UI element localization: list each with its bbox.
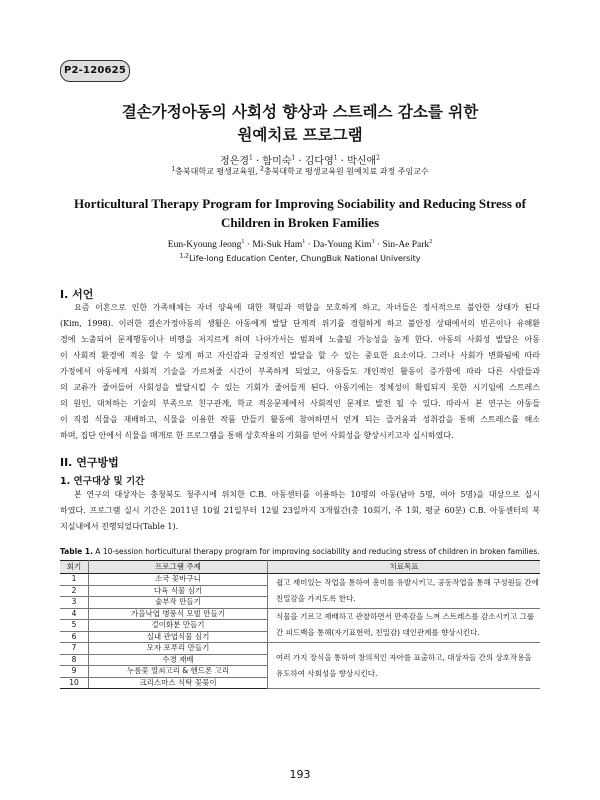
session-topic: 수경 재배 [89,654,268,666]
affil-text: Life-long Education Center, ChungBuk National University [189,254,421,263]
session-number: 2 [60,585,89,597]
session-number: 10 [60,677,89,689]
korean-title-line-1: 결손가정아동의 사회성 향상과 스트레스 감소를 위한 [121,102,479,121]
header-session: 회기 [60,561,89,574]
session-topic: 누름꽃 열쇠고리 & 핸드폰 고리 [89,666,268,678]
text-line: 하였다. 프로그램 실시 기간은 2011년 10월 21일부터 12월 23일까지 3개월간(총 10회기, 주 1회, 평균 60분) C.B. 아동센터의 복 [60,506,540,515]
author-name: 함미숙 [262,156,292,167]
affil-sup: 2 [260,165,264,173]
table-caption-label: Table 1. [60,547,93,556]
korean-title-line-2: 원예치료 프로그램 [237,125,363,144]
text-line: 지실내에서 진행되었다(Table 1). [60,522,179,531]
session-number: 5 [60,620,89,632]
subsection-heading: 1. 연구대상 및 기간 [60,476,145,487]
session-topic: 실내 관엽식물 심기 [89,631,268,643]
author-sup: 1 [371,238,375,245]
table-row [60,643,540,655]
session-topic: 모자 포푸리 만들기 [89,643,268,655]
session-number: 9 [60,666,89,678]
header-goal: 치료목표 [268,561,541,574]
author-sup: 1 [333,154,338,162]
text-line: 의 교류가 줄어들어 사회성을 발달시킬 수 있는 기회가 줄어들게 된다. 아동기에는 정체성이 확립되지 못한 시기임에 스트레스 [60,383,540,392]
methods-paragraph [60,487,540,535]
session-number: 8 [60,654,89,666]
author-sup: 1 [249,154,253,162]
affil-sup: 1 [171,165,176,173]
section-heading-methods: II. 연구방법 [60,456,119,469]
text-line: 의 원인, 대처하는 기술의 부족으로 친구관계, 학교 적응문제에서 사회적인 문제로 발전 될 수 있다. 따라서 본 연구는 아동들 [60,399,540,408]
session-number: 1 [60,574,89,586]
author-name: Sin-Ae Park [382,240,430,250]
author-name: 박신애 [347,156,377,167]
text-line: 이 직접 식물을 재배하고, 식물을 이용한 작품 만들기 활동에 참여하면서 얻게 되는 즐거움과 성취감을 통해 스트레스를 해소 [60,415,540,424]
therapy-goal: 여러 가지 장식을 통하여 창의적인 자아를 표출하고, 대상자들 간의 상호작용을 유도하여 사회성을 향상시킨다. [268,643,541,689]
english-authors: Eun-Kyoung Jeong$^1$ · Mi-Suk Ham$^1$ · Da-Young Kim$^1$ · Sin-Ae Park$^2$ [167,238,433,250]
text-line: 가정에서 아동에게 사회적 기술을 가르쳐줄 시간이 부족하게 되었고, 아동들도 개인적인 활동이 증가함에 따라 다른 사람들과 [60,367,540,376]
english-affiliation [40,254,560,263]
session-topic: 크리스마스 식탁 꽃꽂이 [89,677,268,689]
english-title-line-1: Horticultural Therapy Program for Improving Sociability and Reducing Stress of [73,196,526,211]
page-number: 193 [289,768,311,781]
table-header-row [60,561,540,574]
text-line: (Kim, 1998). 이러한 결손가정아동의 생활은 아동에게 발달 단계적 위기를 경험하게 하고 불안정 상태에서의 빈곤이나 유해환 [60,319,540,328]
session-topic: 다육 식물 심기 [89,585,268,597]
author-name: Mi-Suk Ham [252,240,303,250]
session-topic: 숯부작 만들기 [89,597,268,609]
english-title-line-2: Children in Broken Families [220,215,380,230]
author-name: 정은경 [220,156,250,167]
session-topic: 걸이화분 만들기 [89,620,268,632]
session-number: 4 [60,608,89,620]
therapy-goal: 식물을 기르고 재배하고 관찰하면서 만족감을 느껴 스트레스를 감소시키고 그룹간 피드백을 통해(자기표현력, 친밀감) 대인관계를 향상시킨다. [268,608,541,643]
author-name: 김다영 [304,156,334,167]
header-topic: 프로그램 주제 [89,561,268,574]
author-sup: 2 [376,154,380,162]
session-number: 6 [60,631,89,643]
text-line: 경에 노출되어 문제행동이나 비행을 저지르게 하며 나아가서는 범죄에 노출될 가능성을 높게 한다. 아동의 사회성 발달은 아동 [60,335,540,344]
affil-text: 충북대학교 평생교육원, [175,167,261,176]
table-row [60,608,540,620]
author-sup: 2 [429,238,433,245]
therapy-goal: 쉽고 재미있는 작업을 통하여 흥미를 유발시키고, 공동작업을 통해 구성원들 간에 친밀감을 가지도록 한다. [268,574,541,609]
table-caption-text: A 10-session horticultural therapy program for improving sociability and reducing stress of children in broken families. [92,547,540,556]
author-sup: 1 [241,238,245,245]
author-name: Eun-Kyoung Jeong [167,240,242,250]
korean-affiliation [40,166,560,177]
session-topic: 가을낙엽 병풍식 모빌 만들기 [89,608,268,620]
session-number: 3 [60,597,89,609]
affil-text: 충북대학교 평생교육원 원예치료 과정 주임교수 [263,167,429,176]
author-sup: 1 [302,238,306,245]
paper-id-badge: P2-120625 [60,60,130,82]
author-sup: 1 [291,154,296,162]
text-line: 본 연구의 대상자는 충청북도 청주시에 위치한 C.B. 아동센터를 이용하는 10명의 아동(남아 5명, 여아 5명)을 대상으로 실시 [74,490,540,499]
section-heading-introduction: I. 서언 [60,288,94,301]
text-line: 요즘 이혼으로 인한 가족해체는 자녀 양육에 대한 책임과 역할을 모호하게 하고, 자녀들은 정서적으로 불안한 상태가 된다 [74,303,540,312]
introduction-paragraph [60,300,540,444]
session-topic: 소국 꽃바구니 [89,574,268,586]
session-number: 7 [60,643,89,655]
table-row [60,574,540,586]
table-caption [60,547,550,556]
text-line: 이 사회적 환경에 적응 할 수 있게 하고 자신감과 긍정적인 발달을 할 수 있는 중요한 요소이다. 그러나 사회가 변화됨에 따라 [60,351,540,360]
affil-sup: 1,2 [179,252,190,260]
program-table [60,560,540,689]
text-line: 하며, 집단 안에서 식물을 매개로 한 프로그램을 통해 상호작용의 기회를 얻어 사회성을 향상시키고자 실시하였다. [60,431,454,440]
author-name: Da-Young Kim [313,240,372,250]
korean-authors: 정은경$^1$ · 함미숙$^1$ · 김다영$^1$ · 박신애$^2$ [220,154,380,167]
